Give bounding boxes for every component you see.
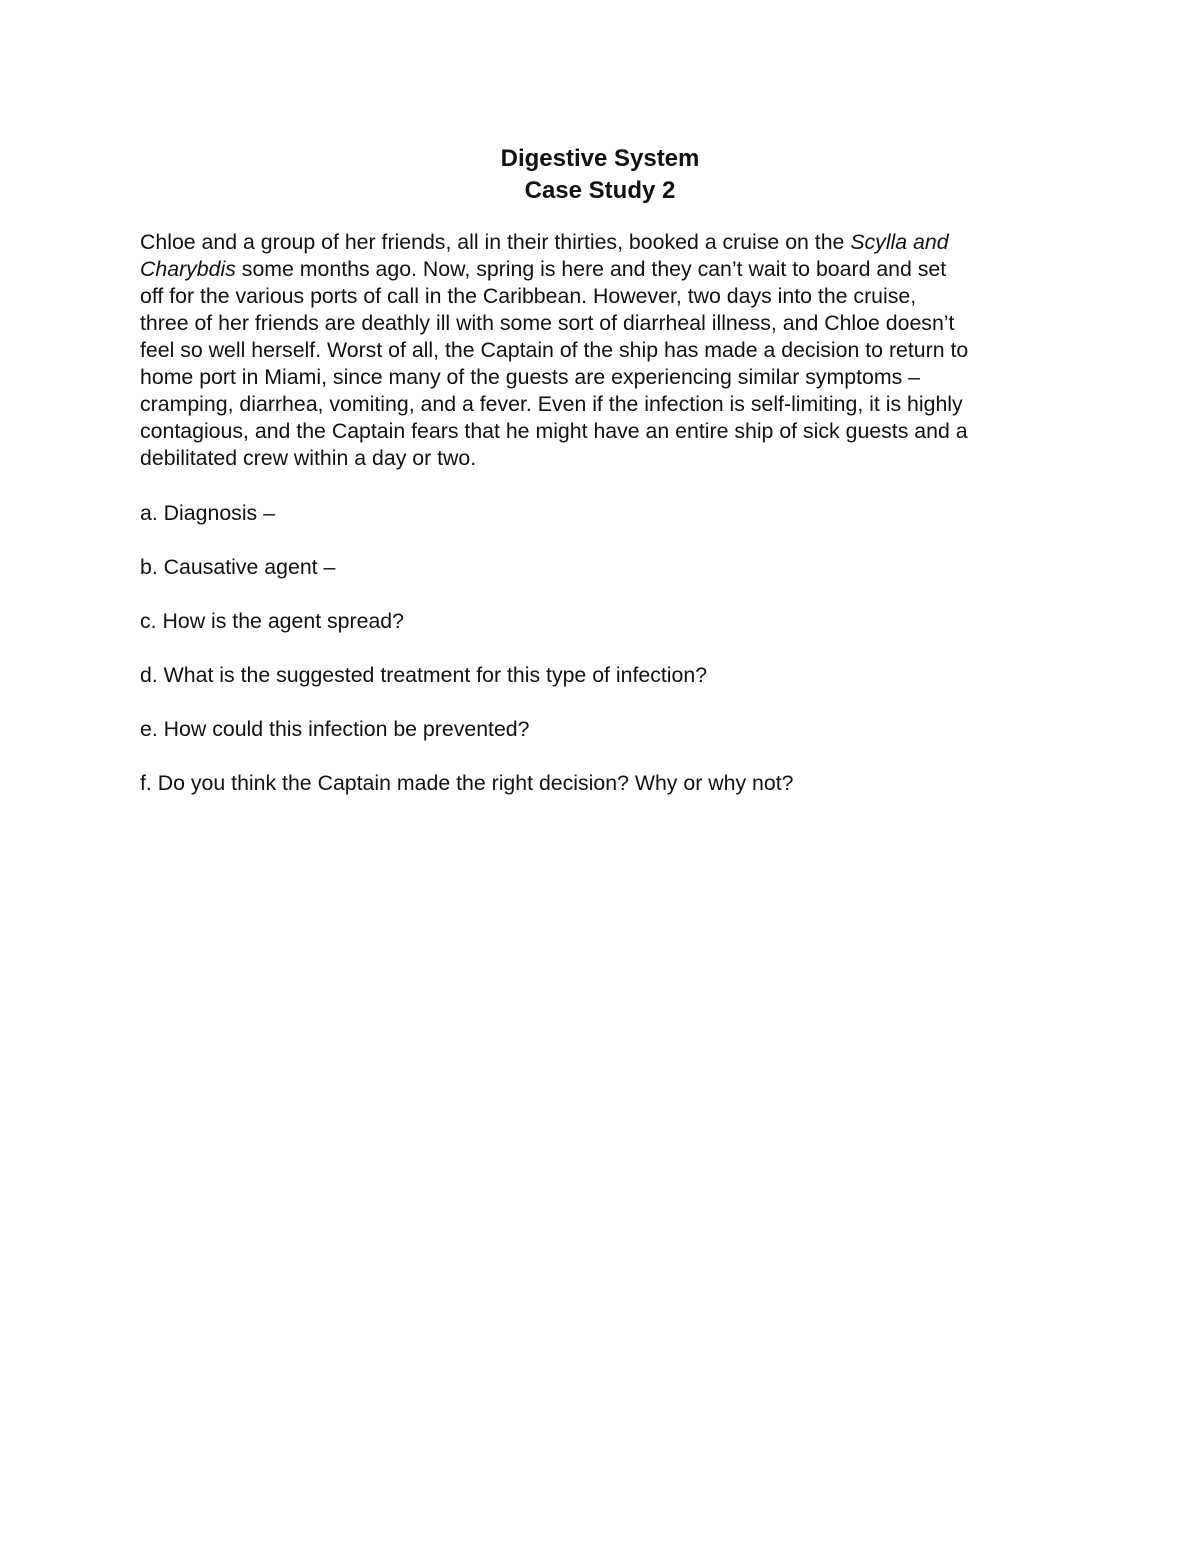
paragraph-line-6: home port in Miami, since many of the guests are experiencing similar symptoms – <box>140 365 921 389</box>
ship-name-part-2: Charybdis <box>140 257 236 281</box>
question-e: e. How could this infection be prevented? <box>140 717 530 741</box>
paragraph-line-9: debilitated crew within a day or two. <box>140 446 477 470</box>
title-line-1: Digestive System <box>500 145 700 172</box>
paragraph-line-3: off for the various ports of call in the Caribbean. However, two days into the cruise, <box>140 284 917 308</box>
paragraph-line-4: three of her friends are deathly ill with some sort of diarrheal illness, and Chloe doesn’t <box>140 311 955 335</box>
paragraph-line-1-text: Chloe and a group of her friends, all in their thirties, booked a cruise on the <box>140 230 851 254</box>
paragraph-line-2 <box>140 256 1065 283</box>
paragraph-line-2-text: some months ago. Now, spring is here and they can’t wait to board and set <box>235 257 947 281</box>
question-d: d. What is the suggested treatment for this type of infection? <box>140 663 708 687</box>
ship-name-part-1: Scylla and <box>850 230 949 254</box>
paragraph-line-8: contagious, and the Captain fears that he might have an entire ship of sick guests and a <box>140 419 968 443</box>
paragraph-line-5: feel so well herself. Worst of all, the Captain of the ship has made a decision to return to <box>140 338 969 362</box>
case-paragraph <box>140 229 1065 472</box>
question-list <box>140 500 1065 824</box>
paragraph-line-1 <box>140 229 1065 256</box>
question-a: a. Diagnosis – <box>140 501 275 525</box>
title-line-2: Case Study 2 <box>524 177 676 204</box>
question-b: b. Causative agent – <box>140 555 336 579</box>
question-f: f. Do you think the Captain made the right decision? Why or why not? <box>140 771 794 795</box>
question-c: c. How is the agent spread? <box>140 609 404 633</box>
paragraph-line-7: cramping, diarrhea, vomiting, and a fever. Even if the infection is self-limiting, it is highly <box>140 392 963 416</box>
document-title <box>0 143 1200 207</box>
